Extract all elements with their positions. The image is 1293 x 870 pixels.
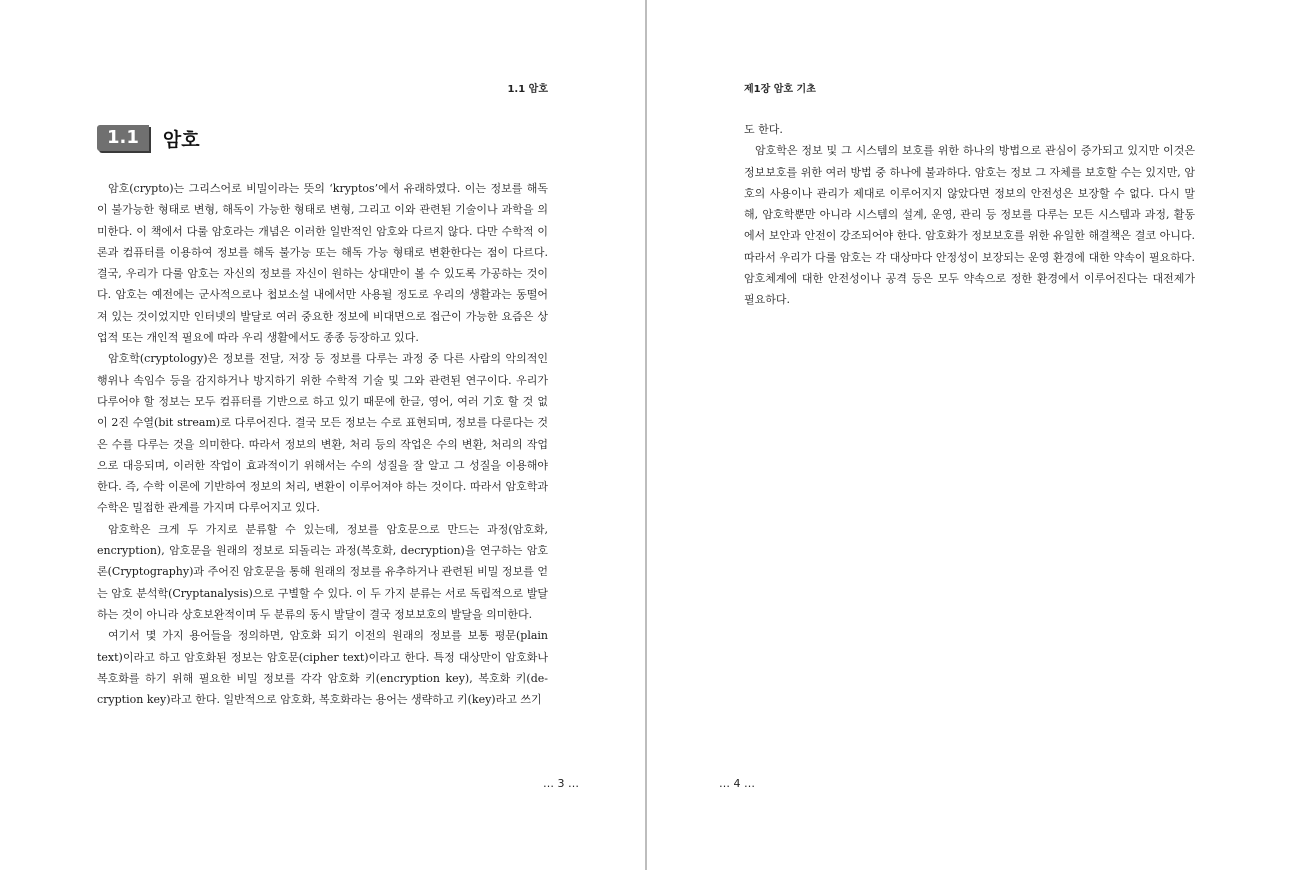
paragraph: 암호(crypto)는 그리스어로 비밀이라는 뜻의 ‘kryptos’에서 유래하였다. 이는 정보를 해독이 불가능한 형태로 변형, 해독이 가능한 형태로 변형, 그리고 이와 관련된 기술이나 과학을 의미한다. 이 책에서 다룰 암호라는 개념은 이러한 일반적인 암호와 다르지 않다. 다만 수학적 이론과 컴퓨터를 이용하여 정보를 해독 불가능 또는 해독 가능 형태로 변환한다는 점이 다르다. 결국, 우리가 다룰 암호는 자신의 정보를 자신이 원하는 상대만이 볼 수 있도록 가공하는 것이다. 암호는 예전에는 군사적으로나 첩보소설 내에서만 사용될 정도로 우리의 생활과는 동떨어져 있는 것이었지만 인터넷의 발달로 여러 중요한 정보에 비대면으로 접근이 가능한 요즘은 상업적 또는 개인적 필요에 따라 우리 생활에서도 종종 등장하고 있다. [97, 182, 548, 345]
running-header-left: 1.1 암호 [507, 84, 548, 95]
page-number-right: … 4 … [719, 777, 755, 790]
right-body-text [744, 119, 1195, 311]
section-title: 암호 [162, 128, 200, 151]
section-number-badge: 1.1 [97, 125, 149, 151]
paragraph-continuation: 도 한다. [744, 123, 783, 136]
paragraph: 여기서 몇 가지 용어들을 정의하면, 암호화 되기 이전의 원래의 정보를 보통 평문(plain text)이라고 하고 암호화된 정보는 암호문(cipher text)이라고 한다. 특정 대상만이 암호화나 복호화를 하기 위해 필요한 비밀 정보를 각각 암호화 키(encryption key), 복호화 키(de-cryption key)라고 한다. 일반적으로 암호화, 복호화라는 용어는 생략하고 키(key)라고 쓰기 [97, 629, 549, 707]
paragraph: 암호학(cryptology)은 정보를 전달, 저장 등 정보를 다루는 과정 중 다른 사람의 악의적인 행위나 속임수 등을 감지하거나 방지하기 위한 수학적 기술 및 그와 관련된 연구이다. 우리가 다루어야 할 정보는 모두 컴퓨터를 기반으로 하고 있기 때문에 한글, 영어, 여러 기호 할 것 없이 2진 수열(bit stream)로 다루어진다. 결국 모든 정보는 수로 표현되며, 정보를 다룬다는 것은 수를 다루는 것을 의미한다. 따라서 정보의 변환, 처리 등의 작업은 수의 변환, 처리의 작업으로 대응되며, 이러한 작업이 효과적이기 위해서는 수의 성질을 잘 알고 그 성질을 이용해야 한다. 즉, 수학 이론에 기반하여 정보의 처리, 변환이 이루어져야 하는 것이다. 따라서 암호학과 수학은 밀접한 관계를 가지며 다루어지고 있다. [97, 352, 548, 515]
paragraph: 암호학은 정보 및 그 시스템의 보호를 위한 하나의 방법으로 관심이 증가되고 있지만 이것은 정보보호를 위한 여러 방법 중 하나에 불과하다. 암호는 정보 그 자체를 보호할 수는 있지만, 암호의 사용이나 관리가 제대로 이루어지지 않았다면 정보의 안전성은 보장할 수 없다. 다시 말해, 암호학뿐만 아니라 시스템의 설계, 운영, 관리 등 정보를 다루는 모든 시스템과 과정, 활동에서 보안과 안전이 강조되어야 한다. 암호화가 정보보호를 위한 유일한 해결책은 결코 아니다. 따라서 우리가 다룰 암호는 각 대상마다 안정성이 보장되는 운영 환경에 대한 약속이 필요하다. 암호체계에 대한 안전성이나 공격 등은 모두 약속으로 정한 환경에서 이루어진다는 대전제가 필요하다. [744, 144, 1195, 307]
paragraph: 암호학은 크게 두 가지로 분류할 수 있는데, 정보를 암호문으로 만드는 과정(암호화, encryption), 암호문을 원래의 정보로 되돌리는 과정(복호화, decryption)을 연구하는 암호론(Cryptography)과 주어진 암호문을 통해 원래의 정보를 유추하거나 관련된 비밀 정보를 얻는 암호 분석학(Cryptanalysis)으로 구별할 수 있다. 이 두 가지 분류는 서로 독립적으로 발달하는 것이 아니라 상호보완적이며 두 분류의 동시 발달이 결국 정보보호의 발달을 의미한다. [97, 522, 548, 621]
left-page [0, 0, 646, 870]
right-page [647, 0, 1293, 870]
section-heading [97, 124, 200, 152]
left-body-text [97, 178, 548, 710]
running-header-right: 제1장 암호 기초 [744, 84, 816, 95]
page-number-left: … 3 … [543, 777, 579, 790]
